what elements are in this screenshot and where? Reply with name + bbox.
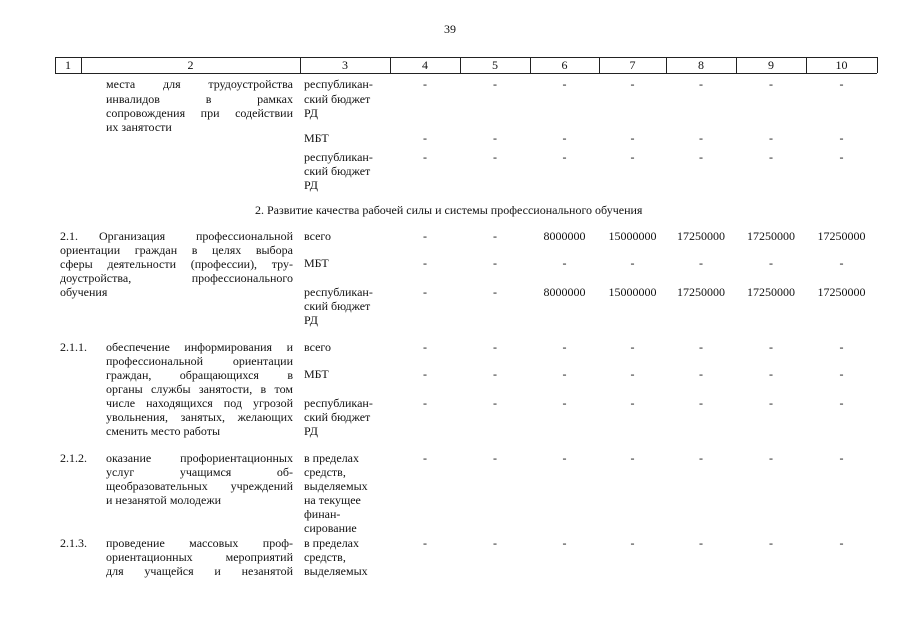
table-header-bottom-border <box>55 73 877 74</box>
funding-source: МБТ <box>304 256 329 270</box>
item-number: 2.1.1. <box>60 340 87 354</box>
header-cell: 10 <box>835 58 848 72</box>
item-number: 2.1.2. <box>60 451 87 465</box>
header-cell: 1 <box>65 58 71 72</box>
funding-source: всего <box>304 229 332 243</box>
header-cell: 7 <box>629 58 636 72</box>
funding-source: МБТ <box>304 367 329 381</box>
header-cell: 4 <box>422 58 428 72</box>
header-cell: 9 <box>768 58 774 72</box>
header-cell: 5 <box>492 58 498 72</box>
funding-source: МБТ <box>304 131 329 145</box>
item-number: 2.1.3. <box>60 536 87 550</box>
funding-source: всего <box>304 340 332 354</box>
header-cell: 8 <box>698 58 704 72</box>
table-column-divider <box>877 57 878 73</box>
header-cell: 6 <box>561 58 568 72</box>
header-cell: 3 <box>342 58 348 72</box>
item-number: 2.1. <box>60 229 78 243</box>
header-cell: 2 <box>187 58 194 72</box>
section-title: 2. Развитие качества рабочей силы и системы профессионального обучения <box>255 203 643 217</box>
page-number: 39 <box>444 22 456 36</box>
